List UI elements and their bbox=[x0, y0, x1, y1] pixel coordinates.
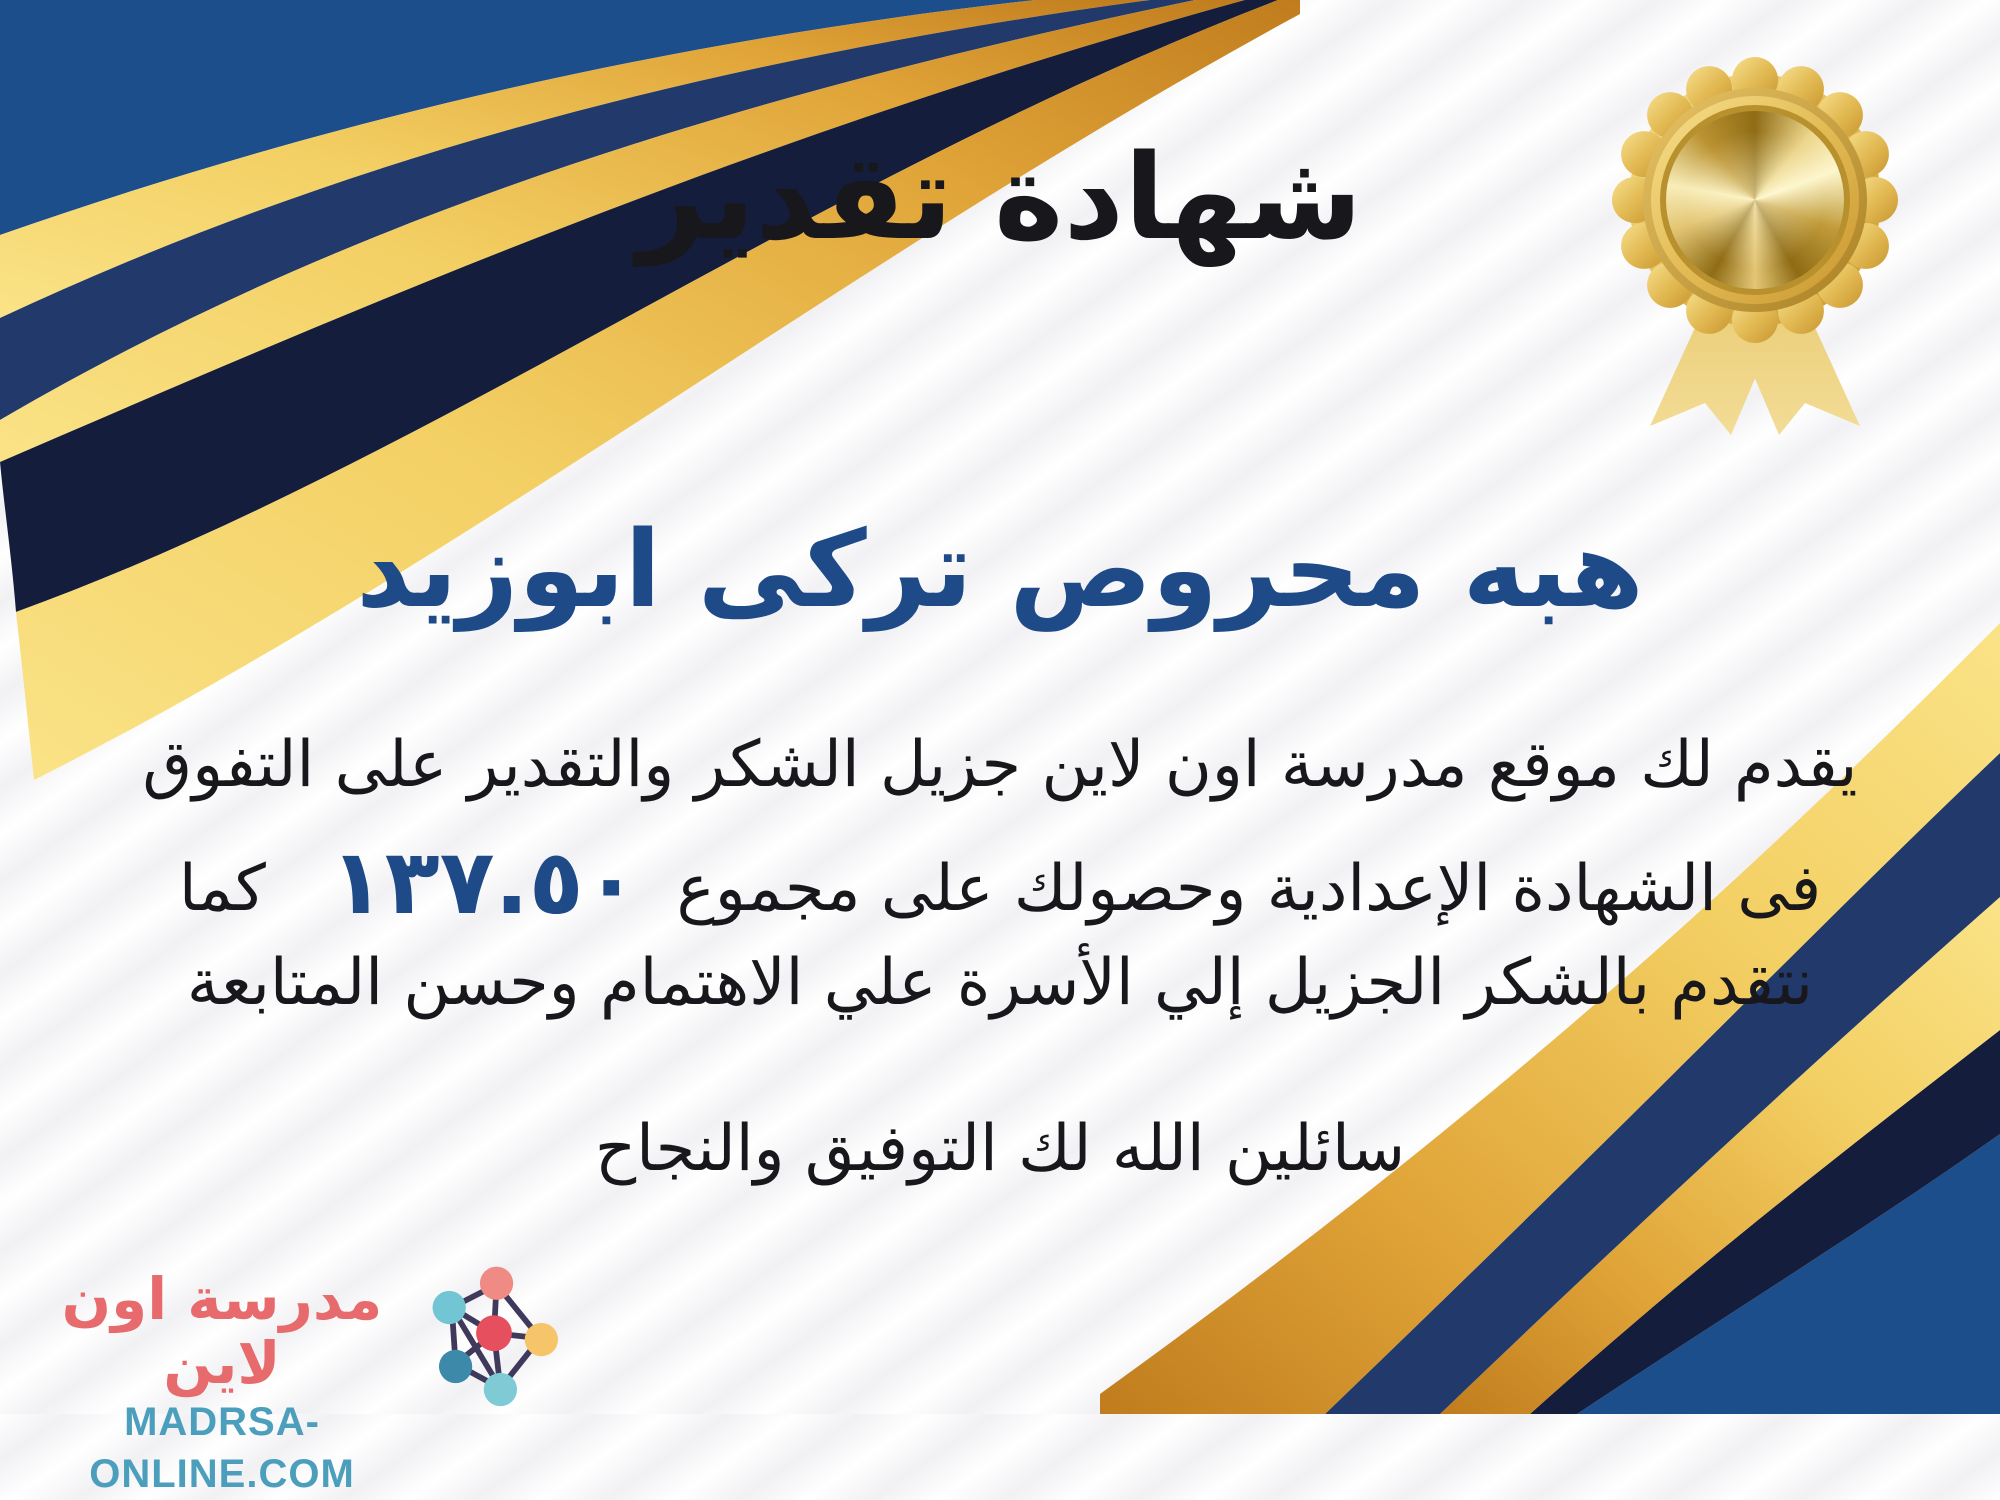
network-graph-icon bbox=[430, 1266, 558, 1408]
site-name-arabic: مدرسة اون لاين bbox=[61, 1265, 383, 1397]
certificate-title: شهادة تقدير bbox=[637, 128, 1363, 266]
body-line-2-prefix: فى الشهادة الإعدادية وحصولك على مجموع bbox=[676, 851, 1822, 926]
body-line-1: يقدم لك موقع مدرسة اون لاين جزيل الشكر والتقدير على التفوق bbox=[142, 728, 1858, 802]
body-line-2 bbox=[0, 830, 2000, 941]
body-line-2-suffix: كما bbox=[178, 851, 266, 926]
site-logo bbox=[18, 1265, 426, 1500]
student-name: هبه محروص تركى ابوزيد bbox=[356, 508, 1644, 631]
score-value: ١٣٧.٥٠ bbox=[329, 830, 639, 935]
body-line-3: نتقدم بالشكر الجزيل إلي الأسرة علي الاهتمام وحسن المتابعة bbox=[186, 946, 1814, 1020]
site-domain: MADRSA-ONLINE.COM bbox=[89, 1399, 355, 1496]
closing-line: سائلين الله لك التوفيق والنجاح bbox=[594, 1112, 1406, 1186]
